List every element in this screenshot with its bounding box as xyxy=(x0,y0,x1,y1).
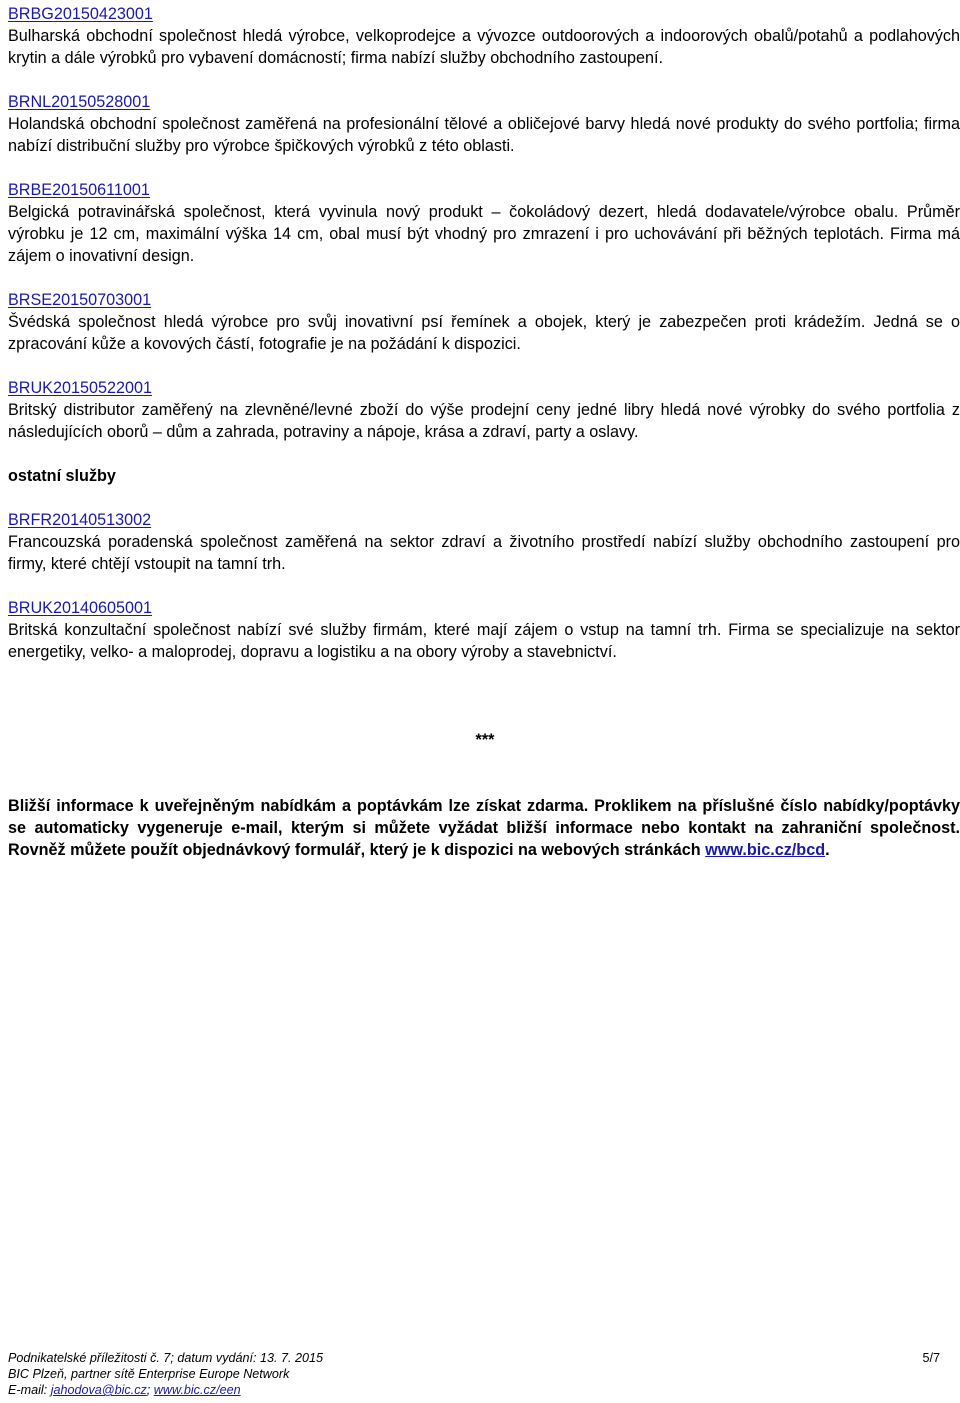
web-link[interactable]: www.bic.cz/een xyxy=(153,1383,241,1397)
offer-entry xyxy=(8,3,960,69)
closing-text: Bližší informace k uveřejněným nabídkám a poptávkám lze získat zdarma. Proklikem na příslušné číslo nabídky/poptávky se automaticky vygeneruje e-mail, kterým si můžete vyžádat bližší informace nebo kontakt na zahraniční společnost. Rovněž můžete použít objednávkový formulář, který je k dispozici na webových stránkách xyxy=(8,797,960,859)
offer-code-link[interactable]: BRUK20150522001 xyxy=(8,379,153,397)
page-footer xyxy=(8,1350,940,1398)
footer-partner: BIC Plzeň, partner sítě Enterprise Europe Network xyxy=(8,1367,290,1381)
email-link[interactable]: jahodova@bic.cz xyxy=(50,1383,147,1397)
document-body xyxy=(8,3,960,861)
offer-description: Bulharská obchodní společnost hledá výrobce, velkoprodejce a vývozce outdoorových a indoorových obalů/potahů a podlahových krytin a dále výrobků pro vybavení domácností; firma nabízí služby obchodního zastoupení. xyxy=(8,27,960,67)
section-heading: ostatní služby xyxy=(8,467,116,485)
offer-code-link[interactable]: BRUK20140605001 xyxy=(8,599,153,617)
bcd-link[interactable]: www.bic.cz/bcd xyxy=(705,841,826,859)
footer-line xyxy=(8,1350,940,1366)
separator: *** xyxy=(475,731,495,749)
offer-description: Francouzská poradenská společnost zaměřená na sektor zdraví a životního prostředí nabízí služby obchodního zastoupení pro firmy, které chtějí vstoupit na tamní trh. xyxy=(8,533,960,573)
offer-description: Britská konzultační společnost nabízí své služby firmám, které mají zájem o vstup na tamní trh. Firma se specializuje na sektor energetiky, velko- a maloprodej, dopravu a logistiku a na obory výroby a stavebnictví. xyxy=(8,621,960,661)
offer-entry xyxy=(8,377,960,443)
offer-description: Holandská obchodní společnost zaměřená na profesionální tělové a obličejové barvy hledá nové produkty do svého portfolia; firma nabízí distribuční služby pro výrobce špičkových výrobků z této oblasti. xyxy=(8,115,960,155)
closing-paragraph xyxy=(8,795,960,861)
footer-contact xyxy=(8,1382,940,1398)
offer-description: Belgická potravinářská společnost, která vyvinula nový produkt – čokoládový dezert, hledá dodavatele/výrobce obalu. Průměr výrobku je 12 cm, maximální výška 14 cm, obal musí být vhodný pro zmrazení i pro uchovávání při běžných teplotách. Firma má zájem o inovativní design. xyxy=(8,203,960,265)
offer-entry xyxy=(8,91,960,157)
footer-issue: Podnikatelské příležitosti č. 7; datum vydání: 13. 7. 2015 xyxy=(8,1351,324,1365)
offer-entry xyxy=(8,509,960,575)
offer-entry xyxy=(8,179,960,267)
vertical-spacer xyxy=(8,685,960,729)
offer-code-link[interactable]: BRBG20150423001 xyxy=(8,5,153,23)
closing-end: . xyxy=(825,841,830,859)
offer-entry xyxy=(8,289,960,355)
offer-code-link[interactable]: BRNL20150528001 xyxy=(8,93,151,111)
offer-code-link[interactable]: BRFR20140513002 xyxy=(8,511,152,529)
offer-description: Britský distributor zaměřený na zlevněné/levné zboží do výše prodejní ceny jedné libry hledá nové výrobky do svého portfolia z následujících oborů – dům a zahrada, potraviny a nápoje, krása a zdraví, party a oslavy. xyxy=(8,401,960,441)
contact-separator: ; xyxy=(146,1383,154,1397)
offer-entry xyxy=(8,597,960,663)
offer-description: Švédská společnost hledá výrobce pro svůj inovativní psí řemínek a obojek, který je zabezpečen proti krádežím. Jedná se o zpracování kůže a kovových částí, fotografie je na požádání k dispozici. xyxy=(8,313,960,353)
email-label: E-mail: xyxy=(8,1383,51,1397)
page-number: 5/7 xyxy=(922,1351,940,1365)
offer-code-link[interactable]: BRBE20150611001 xyxy=(8,181,150,199)
offer-code-link[interactable]: BRSE20150703001 xyxy=(8,291,152,309)
